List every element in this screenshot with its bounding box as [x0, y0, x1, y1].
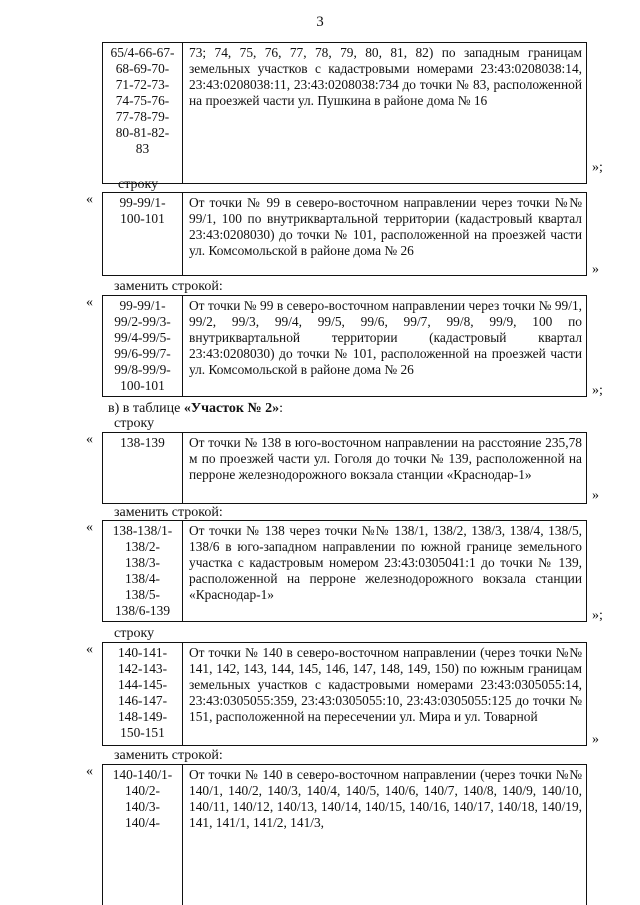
description-cell: От точки № 138 через точки №№ 138/1, 138/2, 138/3, 138/4, 138/5, 138/6 в юго-западном направлении по южной границе земельного участка с кадастровым номером 23:43:0305041:1 до точки № 139, расположенной на перроне железнодорожного вокзала станции «Краснодар-1»	[189, 523, 582, 602]
point-label: 99-99/1-	[119, 195, 166, 210]
closing-quote: »	[592, 488, 599, 503]
closing-quote: »;	[592, 160, 603, 175]
description-cell: От точки № 99 в северо-восточном направлении через точки №№ 99/1, 100 по внутриквартальной территории (кадастровый квартал 23:43:0208030) до точки № 101, расположенной на проезжей части ул. Комсомольской в районе дома № 26	[189, 195, 582, 258]
points-cell	[103, 193, 183, 275]
description-cell: От точки № 138 в юго-восточном направлении на расстояние 235,78 м по проезжей части ул. Гоголя до точки № 139, расположенной на перроне железнодорожного вокзала станции «Краснодар-1»	[189, 435, 582, 482]
point-label: 138-138/1-	[112, 523, 173, 538]
point-label: 138/4-	[125, 571, 160, 586]
closing-quote: »;	[592, 608, 603, 623]
point-label: 80-81-82-	[115, 125, 170, 140]
caption-stroku: строку	[118, 177, 159, 192]
table-intro	[108, 401, 283, 416]
description-cell: От точки № 140 в северо-восточном направлении (через точки №№ 141, 142, 143, 144, 145, 146, 147, 148, 149, 150) по южным границам земельных участков с кадастровыми номерами 23:43:0305055:14, 23:43:0305055:359, 23:43:0305055:10, 23:43:0305055:125 до точки № 151, расположенной на пересечении ул. Мира и ул. Товарной	[189, 645, 582, 724]
table-row-block-4	[102, 520, 587, 622]
points-cell	[103, 765, 183, 905]
point-label: 140/3-	[125, 799, 160, 814]
opening-quote: «	[86, 642, 93, 657]
intro-prefix: в) в таблице	[108, 401, 184, 416]
point-label: 150-151	[120, 725, 165, 740]
point-label: 148-149-	[117, 709, 168, 724]
point-label: 74-75-76-	[115, 93, 170, 108]
point-label: 140-141-	[117, 645, 168, 660]
points-cell	[103, 433, 183, 503]
point-label: 138/3-	[125, 555, 160, 570]
points-cell	[103, 296, 183, 396]
table-row-block-6	[102, 764, 587, 905]
point-label: 142-143-	[117, 661, 168, 676]
points-cell	[103, 43, 183, 183]
page-number: 3	[316, 14, 324, 30]
opening-quote: «	[86, 295, 93, 310]
point-label: 99/4-99/5-	[114, 330, 171, 345]
opening-quote: «	[86, 764, 93, 779]
table-row-block-0	[102, 42, 587, 184]
table-row-block-3	[102, 432, 587, 504]
point-label: 140-140/1-	[112, 767, 173, 782]
point-label: 100-101	[120, 211, 165, 226]
description-cell: От точки № 140 в северо-восточном направлении (через точки №№ 140/1, 140/2, 140/3, 140/4, 140/5, 140/6, 140/7, 140/8, 140/9, 140/10, 140/11, 140/12, 140/13, 140/14, 140/15, 140/16, 140/17, 140/18, 140/19, 141, 141/1, 141/2, 141/3,	[189, 767, 582, 830]
intro-suffix: :	[279, 401, 283, 416]
point-label: 144-145-	[117, 677, 168, 692]
closing-quote: »;	[592, 383, 603, 398]
point-label: 138-139	[120, 435, 165, 450]
table-row-block-5	[102, 642, 587, 746]
caption-zamenit: заменить строкой:	[114, 279, 223, 294]
point-label: 71-72-73-	[115, 77, 170, 92]
point-label: 140/2-	[125, 783, 160, 798]
point-label: 138/6-139	[114, 603, 171, 618]
caption-stroku: строку	[114, 626, 155, 641]
point-label: 146-147-	[117, 693, 168, 708]
point-label: 68-69-70-	[115, 61, 170, 76]
point-label: 99/8-99/9-	[114, 362, 171, 377]
point-label: 83	[135, 141, 150, 156]
caption-zamenit: заменить строкой:	[114, 505, 223, 520]
caption-zamenit: заменить строкой:	[114, 748, 223, 763]
closing-quote: »	[592, 262, 599, 277]
description-cell: От точки № 99 в северо-восточном направлении через точки № 99/1, 99/2, 99/3, 99/4, 99/5, 99/6, 99/7, 99/8, 99/9, 100 по внутриквартальной территории (кадастровый квартал 23:43:0208030) до точки № 101, расположенной на проезжей части ул. Комсомольской в районе дома № 26	[189, 298, 582, 377]
point-label: 138/2-	[125, 539, 160, 554]
point-label: 65/4-66-67-	[110, 45, 175, 60]
opening-quote: «	[86, 520, 93, 535]
point-label: 140/4-	[125, 815, 160, 830]
point-label: 138/5-	[125, 587, 160, 602]
point-label: 99/6-99/7-	[114, 346, 171, 361]
point-label: 100-101	[120, 378, 165, 393]
opening-quote: «	[86, 432, 93, 447]
intro-table-name: «Участок № 2»	[183, 401, 280, 416]
table-row-block-2	[102, 295, 587, 397]
point-label: 77-78-79-	[115, 109, 170, 124]
table-row-block-1	[102, 192, 587, 276]
closing-quote: »	[592, 732, 599, 747]
caption-stroku: строку	[114, 416, 155, 431]
opening-quote: «	[86, 192, 93, 207]
points-cell	[103, 521, 183, 621]
points-cell	[103, 643, 183, 745]
point-label: 99/2-99/3-	[114, 314, 171, 329]
point-label: 99-99/1-	[119, 298, 166, 313]
description-cell: 73; 74, 75, 76, 77, 78, 79, 80, 81, 82) по западным границам земельных участков с кадастровыми номерами 23:43:0208038:14, 23:43:0208038:11, 23:43:0208038:734 до точки № 83, расположенной на проезжей части ул. Пушкина в районе дома № 16	[189, 45, 582, 108]
